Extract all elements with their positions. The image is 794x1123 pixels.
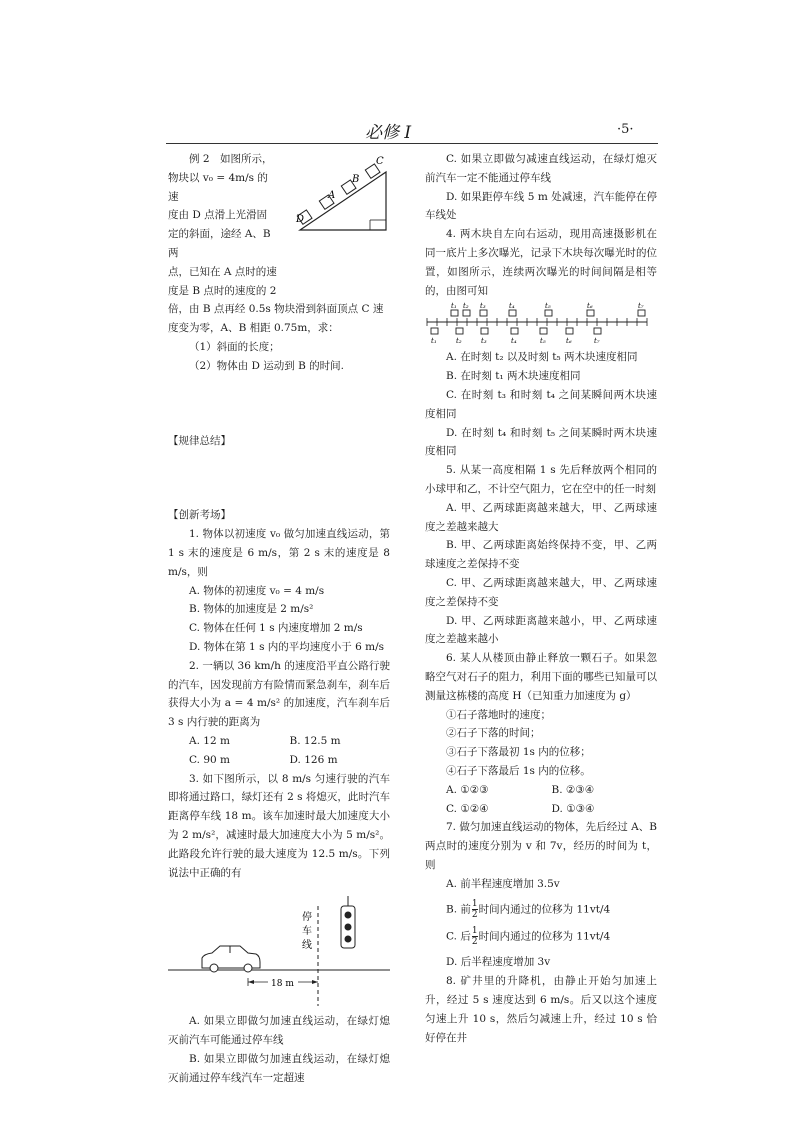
traffic-light-icon (341, 896, 355, 948)
q2-option-c: C. 90 m (189, 753, 230, 766)
top-label-7: t₇ (638, 302, 644, 311)
header-rule (166, 143, 658, 144)
q7-fraction: $\frac{1}{2}$ (471, 899, 478, 921)
q5-option-a: A. 甲、乙两球距离越来越大，甲、乙两球速度之差越来越大 (425, 501, 657, 533)
question-1 (168, 525, 390, 657)
q6-item-4: ④石子下落最后 1s 内的位移。 (446, 764, 591, 777)
summary-title: 【规律总结】 (168, 434, 231, 447)
q6-item-3: ③石子下落最初 1s 内的位移； (446, 746, 591, 759)
q5-option-c: C. 甲、乙两球距离越来越大，甲、乙两球速度之差保持不变 (425, 576, 657, 608)
incline-figure (282, 150, 390, 238)
q3-stem: 3. 如下图所示，以 8 m/s 匀速行驶的汽车即将通过路口，绿灯还有 2 s 将熄灭，此时汽车距离停车线 18 m。该车加速时最大加速度大小为 2 m/s²，减速时最大加速度大小为 5 m/s²。此路段允许行驶的最大速度为 12.5 m/s。下列说法中正确的有 (168, 772, 390, 879)
q2-option-a: A. 12 m (189, 734, 230, 747)
q5-option-d: D. 甲、乙两球距离越来越小，甲、乙两球速度之差越来越小 (425, 614, 657, 646)
q7-stem: 7. 做匀加速直线运动的物体，先后经过 A、B 两点时的速度分别为 v 和 7v，经历的时间为 t，则 (425, 821, 657, 871)
q4-option-d: D. 在时刻 t₄ 和时刻 t₅ 之间某瞬时两木块速度相同 (425, 426, 657, 458)
stopline-char-2: 车 (302, 926, 312, 938)
question-5 (425, 461, 657, 649)
q6-option-a: A. ①②③ (446, 783, 489, 796)
distance-label: 18 m (271, 979, 294, 990)
q7-fraction: $\frac{1}{2}$ (471, 926, 478, 948)
bottom-label-3: t₃ (481, 337, 487, 345)
q7-option-c: C. 后 $\frac{1}{2}$ 时间内通过的位移为 11vt/4 (446, 926, 611, 948)
page-number: ·5· (617, 122, 634, 137)
q3-option-c: C. 如果立即做匀减速直线运动，在绿灯熄灭前汽车一定不能通过停车线 (425, 153, 657, 184)
q4-option-c: C. 在时刻 t₃ 和时刻 t₄ 之间某瞬间两木块速度相同 (425, 388, 657, 420)
stopline-char-1: 停 (302, 912, 312, 924)
q6-item-1: ①石子落地时的速度； (446, 708, 551, 721)
question-7 (425, 818, 657, 972)
example-2-q1: （1）斜面的长度； (189, 340, 280, 353)
question-8 (425, 972, 657, 1047)
bottom-label-7: t₇ (594, 337, 600, 345)
right-column (425, 150, 657, 1047)
car-icon (202, 946, 260, 972)
q6-stem: 6. 某人从楼顶由静止释放一颗石子。如果忽略空气对石子的阻力，利用下面的哪些已知量可以测量这栋楼的高度 H（已知重力加速度为 g） (425, 652, 657, 702)
q5-option-b: B. 甲、乙两球距离始终保持不变，甲、乙两球速度之差保持不变 (425, 539, 657, 571)
q1-option-d: D. 物体在第 1 s 内的平均速度小于 6 m/s (189, 640, 385, 653)
example-2-line-4: 定的斜面，途经 A、B 两 (168, 228, 271, 259)
label-d: D (296, 214, 305, 225)
q1-option-c: C. 物体在任何 1 s 内速度增加 2 m/s (189, 622, 363, 635)
left-column (168, 150, 390, 1087)
q1-option-b: B. 物体的加速度是 2 m/s² (189, 603, 314, 616)
label-a: A (328, 190, 336, 201)
top-label-5: t₅ (545, 302, 551, 311)
q7-option-b: B. 前 $\frac{1}{2}$ 时间内通过的位移为 11vt/4 (446, 899, 611, 921)
q4-option-b: B. 在时刻 t₁ 两木块速度相同 (446, 370, 581, 383)
q4-option-a: A. 在时刻 t₂ 以及时刻 t₅ 两木块速度相同 (446, 351, 638, 364)
q6-item-2: ②石子下落的时间； (446, 727, 541, 740)
label-c: C (376, 156, 384, 167)
example-2-q2: （2）物体由 D 运动到 B 的时间. (189, 359, 345, 372)
q2-stem: 2. 一辆以 36 km/h 的速度沿平直公路行驶的汽车，因发现前方有险情而紧急刹车，刹车后获得大小为 a = 4 m/s² 的加速度，汽车刹车后 3 s 内行驶的距离为 (168, 659, 390, 729)
top-label-1: t₁ (451, 302, 457, 311)
question-3 (168, 770, 390, 1088)
bottom-label-5: t₅ (540, 337, 546, 345)
example-2 (168, 150, 390, 376)
question-6 (425, 649, 657, 818)
q6-option-d: D. ①③④ (551, 802, 595, 815)
q1-option-a: A. 物体的初速度 v₀ = 4 m/s (189, 584, 325, 597)
label-b: B (352, 174, 360, 185)
bottom-label-1: t₁ (431, 337, 437, 345)
q7-option-d: D. 后半程速度增加 3v (446, 956, 551, 969)
stopline-char-3: 线 (302, 940, 312, 952)
car-figure (168, 888, 390, 1008)
q8-stem: 8. 矿井里的升降机，由静止开始匀加速上升，经过 5 s 速度达到 6 m/s。后又以这个速度匀速上升 10 s，然后匀减速上升，经过 10 s 恰好停在井 (425, 975, 657, 1044)
q1-stem: 1. 物体以初速度 v₀ 做匀加速直线运动，第 1 s 末的速度是 6 m/s，第 2 s 末的速度是 8 m/s，则 (168, 528, 390, 578)
bottom-label-2: t₂ (456, 337, 462, 345)
bottom-label-6: t₆ (566, 337, 572, 345)
example-2-line-2: 物块以 v₀ = 4m/s 的速 (168, 171, 268, 203)
q6-option-c: C. ①②④ (446, 802, 489, 815)
q2-option-d: D. 126 m (289, 753, 338, 766)
top-label-6: t₆ (587, 302, 593, 311)
example-2-line-7: 倍，由 B 点再经 0.5s 物块滑到斜面顶点 C 速度变为零，A、B 相距 0.75m，求： (168, 303, 384, 335)
top-label-2: t₂ (463, 302, 469, 311)
q2-option-b: B. 12.5 m (289, 734, 341, 747)
page-header-title: 必修 I (365, 123, 412, 143)
bottom-label-4: t₄ (511, 337, 517, 345)
example-2-line-1: 例 2 如图所示， (189, 153, 273, 165)
q3-option-a: A. 如果立即做匀加速直线运动，在绿灯熄灭前汽车可能通过停车线 (168, 1015, 390, 1047)
strobe-figure (425, 302, 657, 344)
example-2-line-5: 点，已知在 A 点时的速 (168, 265, 277, 278)
q3-option-d: D. 如果距停车线 5 m 处减速，汽车能停在停车线处 (425, 190, 657, 222)
top-label-3: t₃ (480, 302, 486, 311)
q4-stem: 4. 两木块自左向右运动，现用高速摄影机在同一底片上多次曝光，记录下木块每次曝光时的位置，如图所示，连续两次曝光的时间间隔是相等的，由图可知 (425, 228, 657, 297)
q7-option-a: A. 前半程速度增加 3.5v (446, 877, 560, 890)
q6-option-b: B. ②③④ (551, 783, 595, 796)
example-2-line-6: 度是 B 点时的速度的 2 (168, 284, 277, 297)
q3-option-b: B. 如果立即做匀加速直线运动，在绿灯熄灭前通过停车线汽车一定超速 (168, 1052, 390, 1084)
top-label-4: t₄ (509, 302, 515, 311)
example-2-line-3: 度由 D 点滑上光滑固 (168, 209, 268, 222)
question-2 (168, 657, 390, 770)
question-4 (425, 225, 657, 461)
innovation-title: 【创新考场】 (168, 509, 231, 522)
q5-stem: 5. 从某一高度相隔 1 s 先后释放两个相同的小球甲和乙，不计空气阻力，它在空中的任一时刻 (425, 464, 657, 495)
